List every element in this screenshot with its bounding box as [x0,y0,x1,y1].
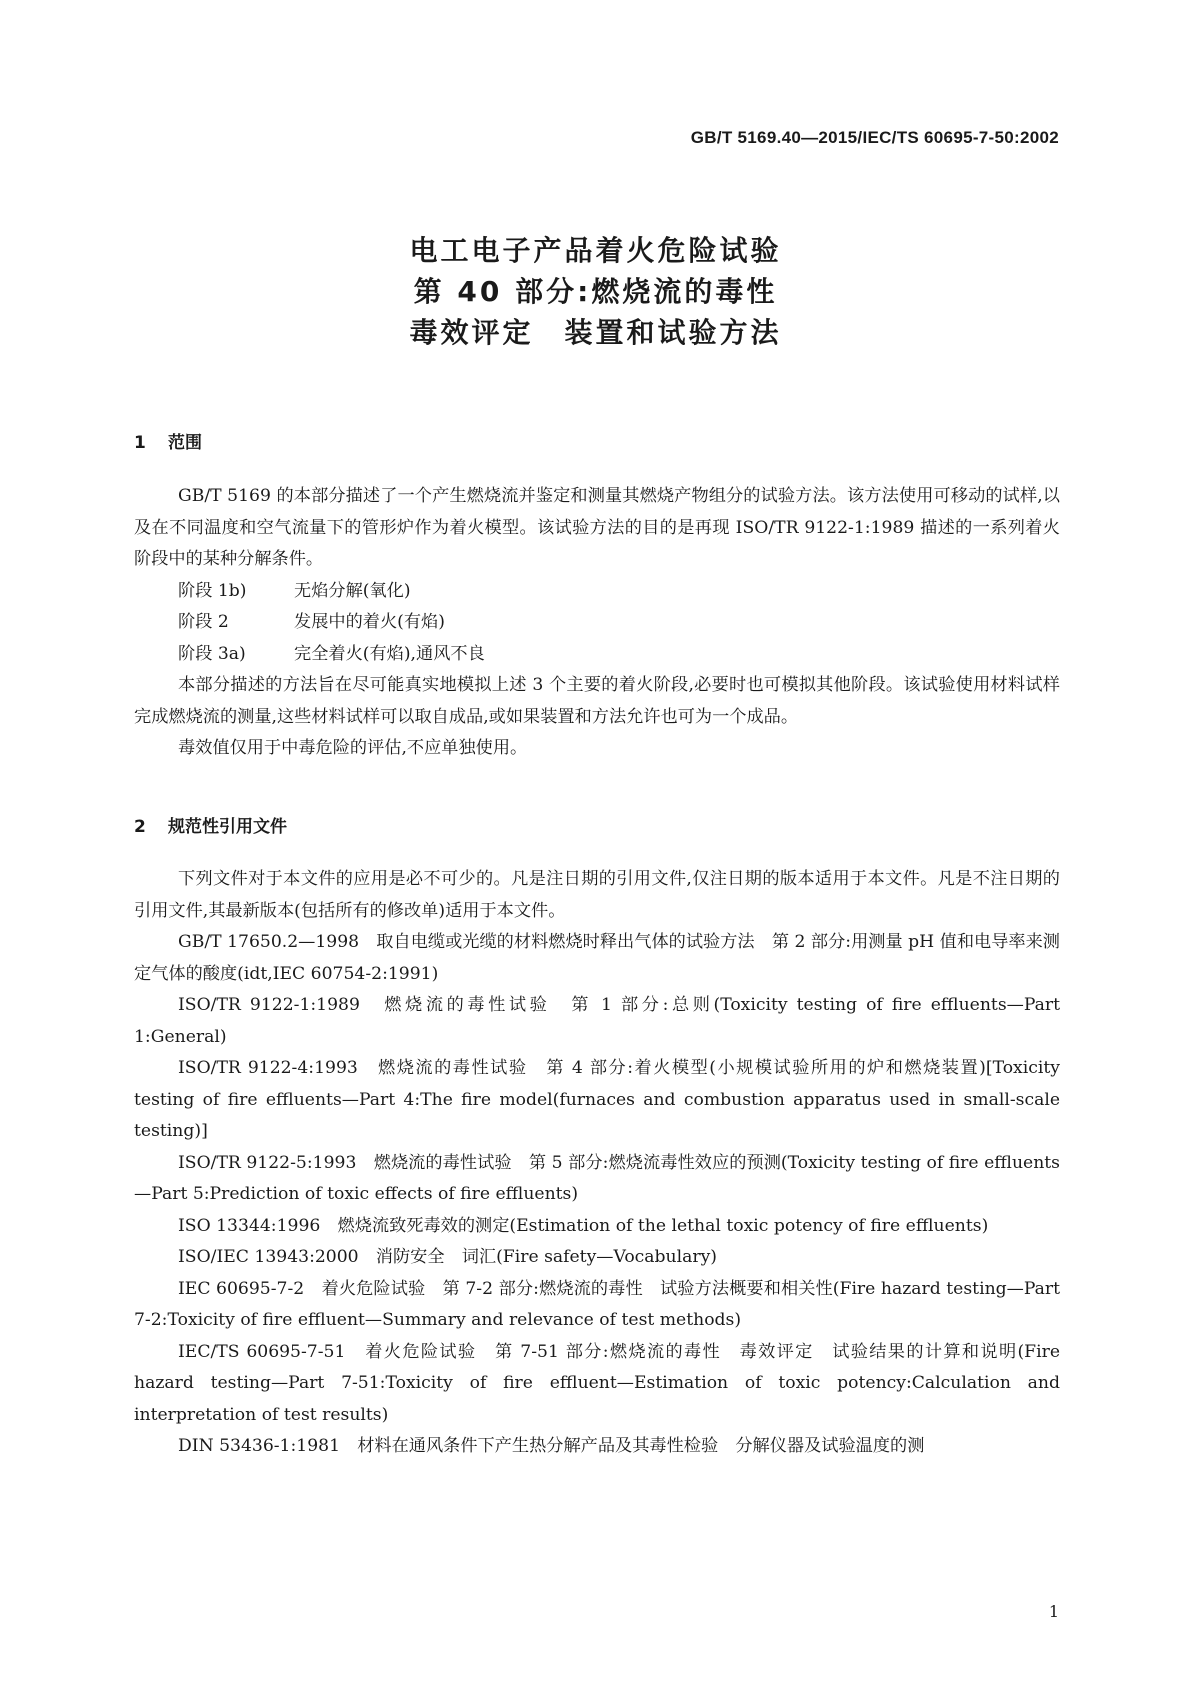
stage-description: 无焰分解(氧化) [294,580,411,601]
section-2-number: 2 [134,817,146,837]
reference-item: ISO/TR 9122-5:1993 燃烧流的毒性试验 第 5 部分:燃烧流毒性效应的预测(Toxicity testing of fire effluents—Part 5:Prediction of toxic effects of fire effluents) [134,1152,1060,1204]
reference-item: ISO/IEC 13943:2000 消防安全 词汇(Fire safety—Vocabulary) [178,1247,717,1267]
section-1-heading [134,428,202,453]
stage-code: 阶段 3a) [178,643,246,664]
scope-paragraph-1: GB/T 5169 的本部分描述了一个产生燃烧流并鉴定和测量其燃烧产物组分的试验方法。该方法使用可移动的试样,以及在不同温度和空气流量下的管形炉作为着火模型。该试验方法的目的是再现 ISO/TR 9122-1:1989 描述的一系列着火阶段中的某种分解条件。 [134,486,1060,569]
section-2-body [134,864,1060,1463]
stage-code: 阶段 1b) [178,580,247,601]
stage-item [134,639,1060,671]
page-number: 1 [1048,1602,1059,1621]
section-2-heading [134,812,287,837]
section-2-title: 规范性引用文件 [168,817,287,837]
title-line-3: 毒效评定 装置和试验方法 [409,316,782,349]
scope-paragraph-3: 毒效值仅用于中毒危险的评估,不应单独使用。 [178,738,528,758]
stage-description: 完全着火(有焰),通风不良 [294,643,485,664]
stage-description: 发展中的着火(有焰) [294,612,445,632]
reference-item: ISO/TR 9122-4:1993 燃烧流的毒性试验 第 4 部分:着火模型(小规模试验所用的炉和燃烧装置)[Toxicity testing of fire effluents—Part 4:The fire model(furnaces and combustion apparatus used in small-scale testing)] [134,1058,1060,1141]
stage-item [134,607,1060,639]
scope-paragraph-2: 本部分描述的方法旨在尽可能真实地模拟上述 3 个主要的着火阶段,必要时也可模拟其他阶段。该试验使用材料试样完成燃烧流的测量,这些材料试样可以取自成品,或如果装置和方法允许也可为一个成品。 [134,675,1060,727]
stage-code: 阶段 2 [178,612,229,632]
reference-item: ISO 13344:1996 燃烧流致死毒效的测定(Estimation of the lethal toxic potency of fire effluents) [178,1215,989,1236]
section-1-body [134,481,1060,765]
document-title [0,230,1191,353]
reference-item: IEC 60695-7-2 着火危险试验 第 7-2 部分:燃烧流的毒性 试验方法概要和相关性(Fire hazard testing—Part 7-2:Toxicity of fire effluent—Summary and relevance of test methods) [134,1278,1060,1330]
reference-item: GB/T 17650.2—1998 取自电缆或光缆的材料燃烧时释出气体的试验方法 第 2 部分:用测量 pH 值和电导率来测定气体的酸度(idt,IEC 60754-2:1991) [134,932,1060,984]
references-intro: 下列文件对于本文件的应用是必不可少的。凡是注日期的引用文件,仅注日期的版本适用于本文件。凡是不注日期的引用文件,其最新版本(包括所有的修改单)适用于本文件。 [134,869,1060,921]
reference-item: ISO/TR 9122-1:1989 燃烧流的毒性试验 第 1 部分:总则(Toxicity testing of fire effluents—Part 1:General) [134,995,1060,1047]
section-1-number: 1 [134,433,146,453]
title-line-2: 第 40 部分:燃烧流的毒性 [413,275,778,308]
section-1-title: 范围 [168,433,202,453]
reference-item: IEC/TS 60695-7-51 着火危险试验 第 7-51 部分:燃烧流的毒性 毒效评定 试验结果的计算和说明(Fire hazard testing—Part 7-51:Toxicity of fire effluent—Estimation of toxic potency:Calculation and interpretation of test results) [134,1341,1060,1425]
standard-code-header: GB/T 5169.40—2015/IEC/TS 60695-7-50:2002 [690,128,1059,147]
stage-item [134,576,1060,608]
title-line-1: 电工电子产品着火危险试验 [409,234,782,267]
reference-item: DIN 53436-1:1981 材料在通风条件下产生热分解产品及其毒性检验 分解仪器及试验温度的测 [178,1436,925,1456]
